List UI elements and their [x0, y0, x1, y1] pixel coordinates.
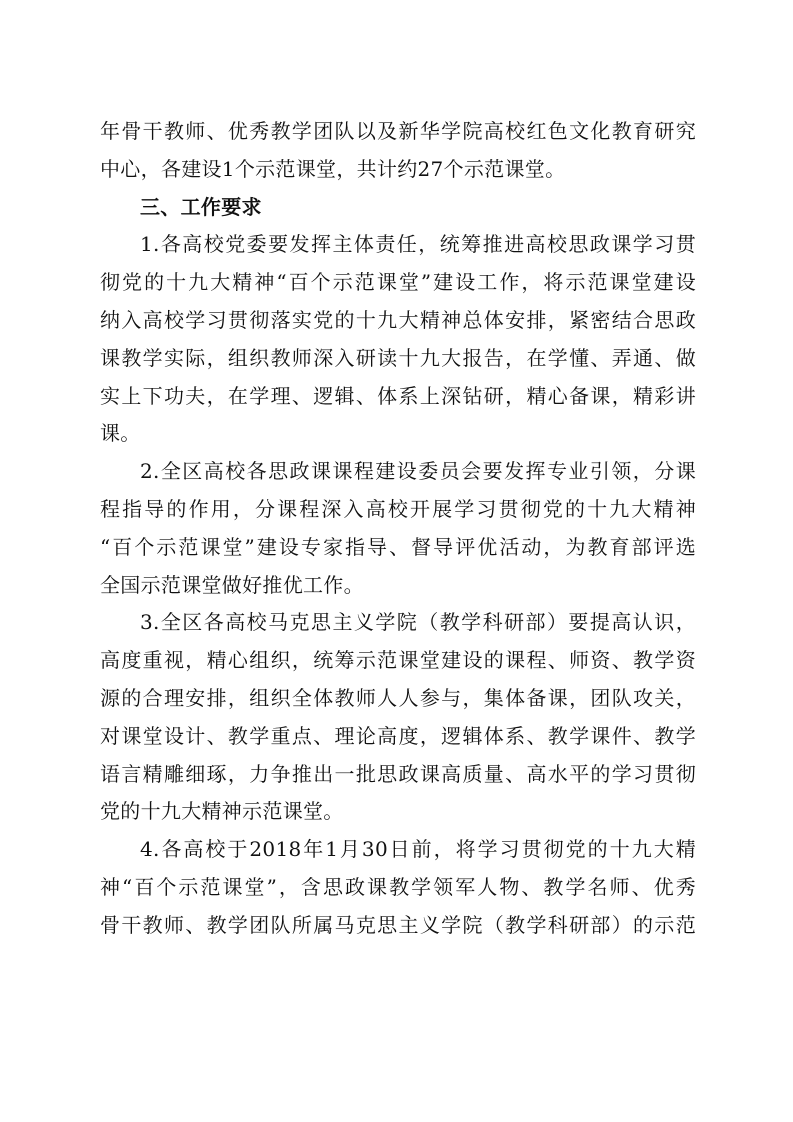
text-line: 纳入高校学习贯彻落实党的十九大精神总体安排，紧密结合思政 [100, 307, 696, 332]
text-line: 党的十九大精神示范课堂。 [100, 799, 344, 824]
text-line: 全国示范课堂做好推优工作。 [100, 572, 364, 597]
text-line: 1.各高校党委要发挥主体责任，统筹推进高校思政课学习贯 [140, 232, 696, 257]
text-line: “百个示范课堂”建设专家指导、督导评优活动，为教育部评选 [100, 534, 696, 559]
text-line: 课教学实际，组织教师深入研读十九大报告，在学懂、弄通、做 [100, 345, 696, 370]
text-line: 实上下功夫，在学理、逻辑、体系上深钻研，精心备课，精彩讲 [100, 383, 696, 408]
text-line: 高度重视，精心组织，统筹示范课堂建设的课程、师资、教学资 [100, 648, 696, 673]
text-line: 4.各高校于2018年1月30日前，将学习贯彻党的十九大精 [140, 837, 696, 862]
text-line: 对课堂设计、教学重点、理论高度，逻辑体系、教学课件、教学 [100, 723, 696, 748]
section-heading: 三、工作要求 [140, 194, 262, 219]
text-line: 2.全区高校各思政课课程建设委员会要发挥专业引领，分课 [140, 459, 696, 484]
text-line: 程指导的作用，分课程深入高校开展学习贯彻党的十九大精神 [100, 496, 696, 521]
text-line: 神“百个示范课堂”，含思政课教学领军人物、教学名师、优秀 [100, 874, 696, 899]
text-line: 语言精雕细琢，力争推出一批思政课高质量、高水平的学习贯彻 [100, 761, 696, 786]
text-line: 骨干教师、教学团队所属马克思主义学院（教学科研部）的示范 [100, 912, 696, 937]
text-line: 彻党的十九大精神“百个示范课堂”建设工作，将示范课堂建设 [100, 270, 696, 295]
text-line: 年骨干教师、优秀教学团队以及新华学院高校红色文化教育研究 [100, 119, 696, 143]
document-body [100, 113, 696, 945]
text-line: 源的合理安排，组织全体教师人人参与，集体备课，团队攻关， [100, 685, 696, 710]
text-line: 中心，各建设1个示范课堂，共计约27个示范课堂。 [100, 156, 566, 181]
text-line: 课。 [100, 421, 141, 446]
text-line: 3.全区各高校马克思主义学院（教学科研部）要提高认识， [140, 610, 696, 635]
